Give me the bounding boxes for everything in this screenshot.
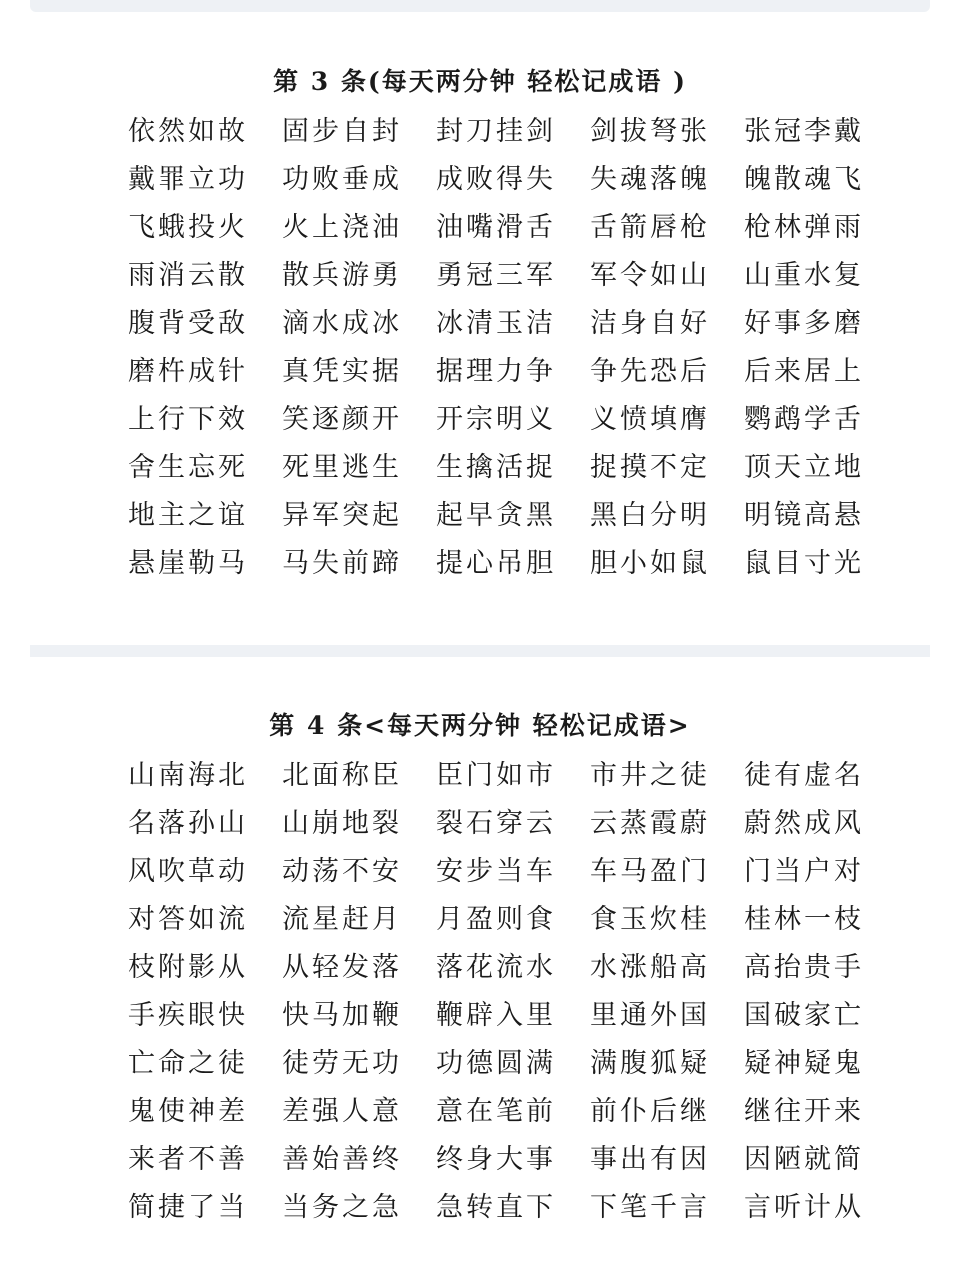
- idiom-cell: 舌箭唇枪: [590, 212, 710, 243]
- idiom-cell: 义愤填膺: [590, 404, 710, 435]
- idiom-cell: 功德圆满: [436, 1048, 556, 1079]
- idiom-cell: 成败得失: [436, 164, 556, 195]
- idiom-grid: [128, 752, 960, 1232]
- idiom-cell: 地主之谊: [128, 500, 248, 531]
- idiom-cell: 固步自封: [282, 116, 402, 147]
- idiom-grid: [128, 108, 960, 588]
- idiom-cell: 好事多磨: [744, 308, 864, 339]
- idiom-cell: 门当户对: [744, 856, 864, 887]
- idiom-cell: 死里逃生: [282, 452, 402, 483]
- idiom-cell: 失魂落魄: [590, 164, 710, 195]
- idiom-cell: 疑神疑鬼: [744, 1048, 864, 1079]
- idiom-cell: 云蒸霞蔚: [590, 808, 710, 839]
- idiom-cell: 安步当车: [436, 856, 556, 887]
- idiom-cell: 臣门如市: [436, 760, 556, 791]
- idiom-cell: 裂石穿云: [436, 808, 556, 839]
- idiom-cell: 枪林弹雨: [744, 212, 864, 243]
- idiom-cell: 魄散魂飞: [744, 164, 864, 195]
- idiom-cell: 快马加鞭: [282, 1000, 402, 1031]
- idiom-cell: 提心吊胆: [436, 548, 556, 579]
- idiom-cell: 善始善终: [282, 1144, 402, 1175]
- idiom-cell: 张冠李戴: [744, 116, 864, 147]
- idiom-cell: 山重水复: [744, 260, 864, 291]
- idiom-cell: 枝附影从: [128, 952, 248, 983]
- idiom-cell: 磨杵成针: [128, 356, 248, 387]
- idiom-cell: 后来居上: [744, 356, 864, 387]
- idiom-cell: 顶天立地: [744, 452, 864, 483]
- idiom-cell: 捉摸不定: [590, 452, 710, 483]
- idiom-cell: 里通外国: [590, 1000, 710, 1031]
- idiom-cell: 终身大事: [436, 1144, 556, 1175]
- idiom-cell: 来者不善: [128, 1144, 248, 1175]
- idiom-cell: 散兵游勇: [282, 260, 402, 291]
- idiom-cell: 舍生忘死: [128, 452, 248, 483]
- idiom-cell: 风吹草动: [128, 856, 248, 887]
- idiom-cell: 胆小如鼠: [590, 548, 710, 579]
- idiom-cell: 前仆后继: [590, 1096, 710, 1127]
- idiom-cell: 当务之急: [282, 1192, 402, 1223]
- idiom-cell: 鼠目寸光: [744, 548, 864, 579]
- idiom-cell: 雨消云散: [128, 260, 248, 291]
- idiom-cell: 满腹狐疑: [590, 1048, 710, 1079]
- idiom-cell: 真凭实据: [282, 356, 402, 387]
- idiom-cell: 鬼使神差: [128, 1096, 248, 1127]
- idiom-cell: 言听计从: [744, 1192, 864, 1223]
- idiom-cell: 徒有虚名: [744, 760, 864, 791]
- idiom-cell: 徒劳无功: [282, 1048, 402, 1079]
- idiom-cell: 食玉炊桂: [590, 904, 710, 935]
- idiom-cell: 冰清玉洁: [436, 308, 556, 339]
- idiom-cell: 生擒活捉: [436, 452, 556, 483]
- idiom-cell: 差强人意: [282, 1096, 402, 1127]
- idiom-cell: 流星赶月: [282, 904, 402, 935]
- idiom-cell: 市井之徒: [590, 760, 710, 791]
- idiom-cell: 事出有因: [590, 1144, 710, 1175]
- idiom-cell: 油嘴滑舌: [436, 212, 556, 243]
- idiom-cell: 封刀挂剑: [436, 116, 556, 147]
- idiom-cell: 戴罪立功: [128, 164, 248, 195]
- idiom-cell: 上行下效: [128, 404, 248, 435]
- idiom-cell: 异军突起: [282, 500, 402, 531]
- idiom-cell: 滴水成冰: [282, 308, 402, 339]
- idiom-cell: 鞭辟入里: [436, 1000, 556, 1031]
- section-title: 第 4 条<每天两分钟 轻松记成语>: [269, 711, 691, 740]
- idiom-cell: 黑白分明: [590, 500, 710, 531]
- top-divider-strip: [30, 0, 930, 12]
- idiom-cell: 军令如山: [590, 260, 710, 291]
- idiom-cell: 因陋就简: [744, 1144, 864, 1175]
- idiom-cell: 火上浇油: [282, 212, 402, 243]
- idiom-cell: 明镜高悬: [744, 500, 864, 531]
- idiom-cell: 继往开来: [744, 1096, 864, 1127]
- idiom-cell: 落花流水: [436, 952, 556, 983]
- idiom-cell: 山南海北: [128, 760, 248, 791]
- idiom-cell: 笑逐颜开: [282, 404, 402, 435]
- idiom-cell: 亡命之徒: [128, 1048, 248, 1079]
- idiom-cell: 动荡不安: [282, 856, 402, 887]
- idiom-cell: 勇冠三军: [436, 260, 556, 291]
- section-title: 第 3 条(每天两分钟 轻松记成语 ): [273, 67, 687, 96]
- idiom-cell: 下笔千言: [590, 1192, 710, 1223]
- idiom-cell: 车马盈门: [590, 856, 710, 887]
- idiom-cell: 剑拔弩张: [590, 116, 710, 147]
- idiom-cell: 手疾眼快: [128, 1000, 248, 1031]
- idiom-cell: 争先恐后: [590, 356, 710, 387]
- idiom-cell: 月盈则食: [436, 904, 556, 935]
- idiom-cell: 腹背受敌: [128, 308, 248, 339]
- idiom-cell: 悬崖勒马: [128, 548, 248, 579]
- idiom-cell: 马失前蹄: [282, 548, 402, 579]
- idiom-cell: 山崩地裂: [282, 808, 402, 839]
- idiom-cell: 依然如故: [128, 116, 248, 147]
- idiom-cell: 名落孙山: [128, 808, 248, 839]
- idiom-cell: 从轻发落: [282, 952, 402, 983]
- idiom-cell: 意在笔前: [436, 1096, 556, 1127]
- idiom-cell: 开宗明义: [436, 404, 556, 435]
- idiom-cell: 桂林一枝: [744, 904, 864, 935]
- idiom-cell: 简捷了当: [128, 1192, 248, 1223]
- idiom-cell: 据理力争: [436, 356, 556, 387]
- idiom-cell: 洁身自好: [590, 308, 710, 339]
- idiom-cell: 急转直下: [436, 1192, 556, 1223]
- idiom-section-4: [0, 702, 960, 1232]
- idiom-cell: 国破家亡: [744, 1000, 864, 1031]
- idiom-cell: 起早贪黑: [436, 500, 556, 531]
- idiom-cell: 北面称臣: [282, 760, 402, 791]
- idiom-cell: 高抬贵手: [744, 952, 864, 983]
- idiom-cell: 飞蛾投火: [128, 212, 248, 243]
- idiom-cell: 鹦鹉学舌: [744, 404, 864, 435]
- section-divider: [30, 645, 930, 657]
- idiom-cell: 蔚然成风: [744, 808, 864, 839]
- idiom-cell: 功败垂成: [282, 164, 402, 195]
- idiom-cell: 水涨船高: [590, 952, 710, 983]
- idiom-section-3: [0, 58, 960, 588]
- idiom-cell: 对答如流: [128, 904, 248, 935]
